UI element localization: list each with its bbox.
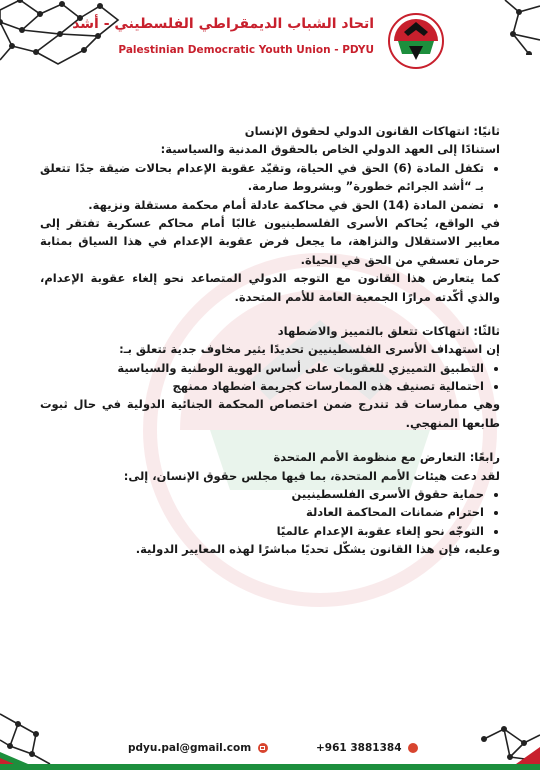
network-decoration-icon [0,0,120,70]
section-4-title: رابعًا: التعارض مع منظومة الأمم المتحدة [273,450,500,465]
section-4-list [40,485,500,540]
section-3-list [40,359,500,396]
section-2-paragraph: في الواقع، يُحاكم الأسرى الفلسطينيون غالبًا أمام محاكم عسكرية تفتقر إلى معايير الاستقلال والنزاهة، ما يجعل فرض عقوبة الإعدام في هذا السياق بمثابة حرمان تعسفي من الحق في الحياة. [40,215,500,267]
section-4-intro: لقد دعت هيئات الأمم المتحدة، بما فيها مجلس حقوق الإنسان، إلى: [123,468,500,483]
section-2-list [40,159,500,214]
contact-phone[interactable] [316,742,421,754]
phone-icon [408,743,418,753]
footer [0,680,540,770]
network-decoration-icon [495,0,540,55]
section-3-title: ثالثًا: انتهاكات تتعلق بالتمييز والاضطهاد [277,323,500,338]
section-3-intro: إن استهداف الأسرى الفلسطينيين تحديدًا يثير مخاوف جدية تتعلق بـ: [119,342,500,357]
document-body [40,122,500,559]
list-item: • تكفل المادة (6) الحق في الحياة، وتقيّد عقوبة الإعدام بحالات ضيقة جدًا تتعلق بـ “أشد الجرائم خطورة” وبشروط صارمة. [40,159,484,196]
section-3-paragraph: وهي ممارسات قد تندرج ضمن اختصاص المحكمة الجنائية الدولية في حال ثبوت طابعها المنهجي. [40,397,500,430]
list-item: • احترام ضمانات المحاكمة العادلة [40,503,484,521]
email-icon [258,743,268,753]
section-2-paragraph: كما يتعارض هذا القانون مع التوجه الدولي المتصاعد نحو إلغاء عقوبة الإعدام، والذي أكّدته مرارًا الجمعية العامة للأمم المتحدة. [40,271,500,304]
list-item: • التطبيق التمييزي للعقوبات على أساس الهوية الوطنية والسياسية [40,359,484,377]
organization-name-arabic: اتحاد الشباب الديمقراطي الفلسطيني - أشد [72,16,374,32]
phone-number[interactable]: +961 3881384 [316,742,402,754]
network-decoration-icon [480,709,540,764]
contact-email[interactable] [128,742,271,754]
list-item: • احتمالية تصنيف هذه الممارسات كجريمة اضطهاد ممنهج [40,377,484,395]
organization-logo-icon [384,12,448,70]
section-4-conclusion: وعليه، فإن هذا القانون يشكّل تحديًا مباشرًا لهذه المعايير الدولية. [135,542,500,557]
list-item: • تضمن المادة (14) الحق في محاكمة عادلة أمام محكمة مستقلة ونزيهة. [40,196,484,214]
network-decoration-icon [0,694,70,764]
letterhead [0,0,540,86]
footer-color-bar [0,764,540,770]
section-2-intro: استنادًا إلى العهد الدولي الخاص بالحقوق المدنية والسياسية: [160,142,500,157]
email-address[interactable]: pdyu.pal@gmail.com [128,742,252,754]
section-2-title: ثانيًا: انتهاكات القانون الدولي لحقوق الإنسان [244,124,500,138]
list-item: • التوجّه نحو إلغاء عقوبة الإعدام عالميًا [40,522,484,540]
organization-name-english: Palestinian Democratic Youth Union - PDYU [118,44,374,56]
list-item: • حماية حقوق الأسرى الفلسطينيين [40,485,484,503]
